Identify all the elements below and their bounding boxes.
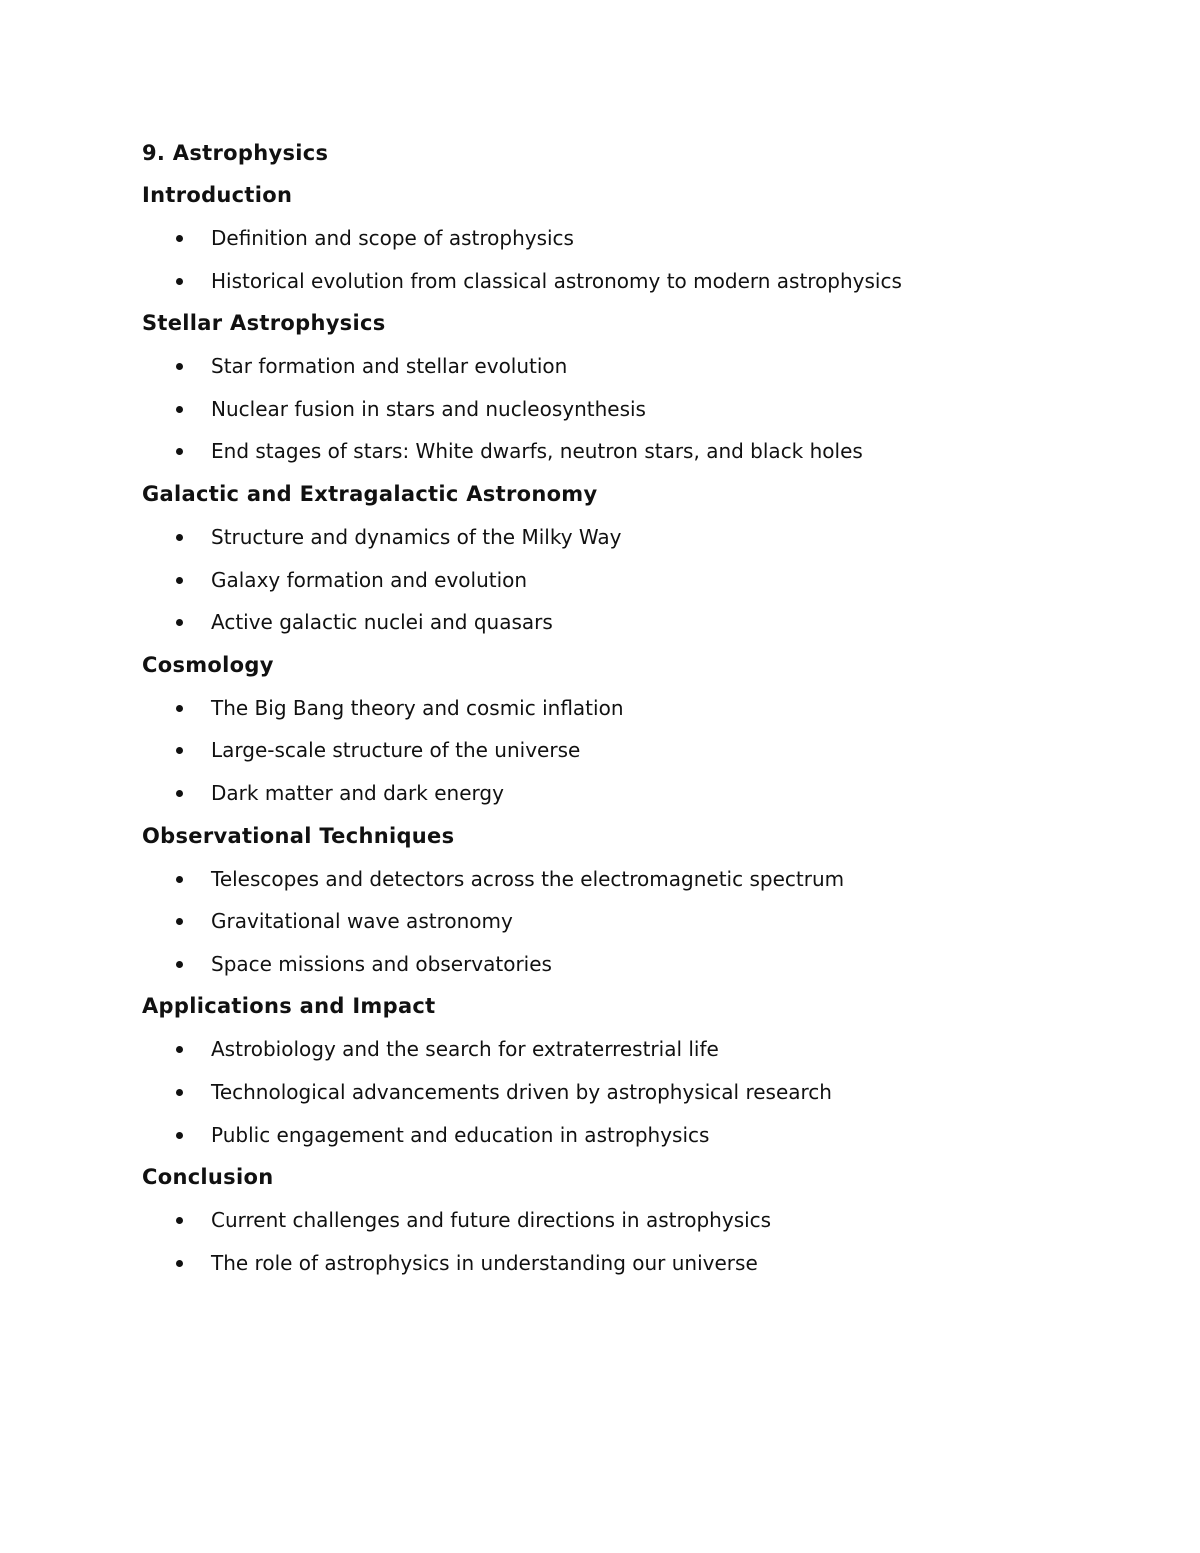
bullet-icon [176, 961, 183, 968]
list-item [142, 949, 1142, 979]
section-heading: Galactic and Extragalactic Astronomy [142, 481, 598, 506]
bullet-icon [176, 747, 183, 754]
list-item-text: Current challenges and future directions in astrophysics [211, 1208, 772, 1233]
document-page [142, 138, 1142, 1290]
bullet-icon [176, 406, 183, 413]
bullet-list [142, 1034, 1142, 1149]
bullet-icon [176, 918, 183, 925]
bullet-list [142, 223, 1142, 296]
list-item-text: Nuclear fusion in stars and nucleosynthesis [211, 396, 646, 421]
list-item-text: Gravitational wave astronomy [211, 909, 513, 934]
list-item [142, 1034, 1142, 1064]
list-item [142, 778, 1142, 808]
list-item-text: Large-scale structure of the universe [211, 738, 581, 763]
bullet-icon [176, 790, 183, 797]
list-item [142, 1205, 1142, 1235]
bullet-list [142, 693, 1142, 808]
list-item-text: Structure and dynamics of the Milky Way [211, 524, 622, 549]
bullet-icon [176, 534, 183, 541]
list-item [142, 735, 1142, 765]
document-title: 9. Astrophysics [142, 141, 329, 165]
list-item [142, 436, 1142, 466]
bullet-icon [176, 448, 183, 455]
list-item-text: Dark matter and dark energy [211, 780, 504, 805]
list-item-text: Historical evolution from classical astronomy to modern astrophysics [211, 268, 902, 293]
list-item-text: Astrobiology and the search for extraterrestrial life [211, 1037, 719, 1062]
list-item [142, 1077, 1142, 1107]
list-item [142, 351, 1142, 381]
list-item-text: Space missions and observatories [211, 951, 552, 976]
section-heading: Observational Techniques [142, 823, 455, 848]
list-item [142, 223, 1142, 253]
bullet-icon [176, 705, 183, 712]
section-heading: Cosmology [142, 652, 274, 677]
bullet-list [142, 1205, 1142, 1278]
list-item-text: The role of astrophysics in understanding our universe [211, 1250, 758, 1275]
list-item [142, 266, 1142, 296]
list-item [142, 906, 1142, 936]
bullet-icon [176, 278, 183, 285]
bullet-list [142, 864, 1142, 979]
list-item-text: Public engagement and education in astrophysics [211, 1122, 710, 1147]
list-item [142, 522, 1142, 552]
section-heading: Applications and Impact [142, 994, 436, 1019]
section-heading: Introduction [142, 183, 293, 207]
bullet-list [142, 522, 1142, 637]
bullet-icon [176, 876, 183, 883]
list-item-text: End stages of stars: White dwarfs, neutron stars, and black holes [211, 439, 863, 464]
section-heading: Conclusion [142, 1165, 274, 1190]
bullet-icon [176, 363, 183, 370]
list-item-text: Definition and scope of astrophysics [211, 226, 574, 250]
list-item [142, 394, 1142, 424]
list-item-text: The Big Bang theory and cosmic inflation [211, 695, 624, 720]
list-item [142, 565, 1142, 595]
list-item [142, 1248, 1142, 1278]
list-item [142, 864, 1142, 894]
bullet-icon [176, 1217, 183, 1224]
bullet-icon [176, 1046, 183, 1053]
list-item-text: Star formation and stellar evolution [211, 354, 568, 379]
list-item [142, 1120, 1142, 1150]
list-item-text: Galaxy formation and evolution [211, 567, 528, 592]
bullet-icon [176, 1132, 183, 1139]
list-item [142, 607, 1142, 637]
section-heading: Stellar Astrophysics [142, 311, 386, 336]
bullet-list [142, 351, 1142, 466]
list-item-text: Active galactic nuclei and quasars [211, 610, 553, 635]
list-item-text: Telescopes and detectors across the electromagnetic spectrum [211, 866, 845, 891]
list-item-text: Technological advancements driven by astrophysical research [211, 1079, 832, 1104]
list-item [142, 693, 1142, 723]
bullet-icon [176, 619, 183, 626]
bullet-icon [176, 1260, 183, 1267]
bullet-icon [176, 577, 183, 584]
bullet-icon [176, 235, 183, 242]
bullet-icon [176, 1089, 183, 1096]
document-body [142, 180, 1142, 1278]
